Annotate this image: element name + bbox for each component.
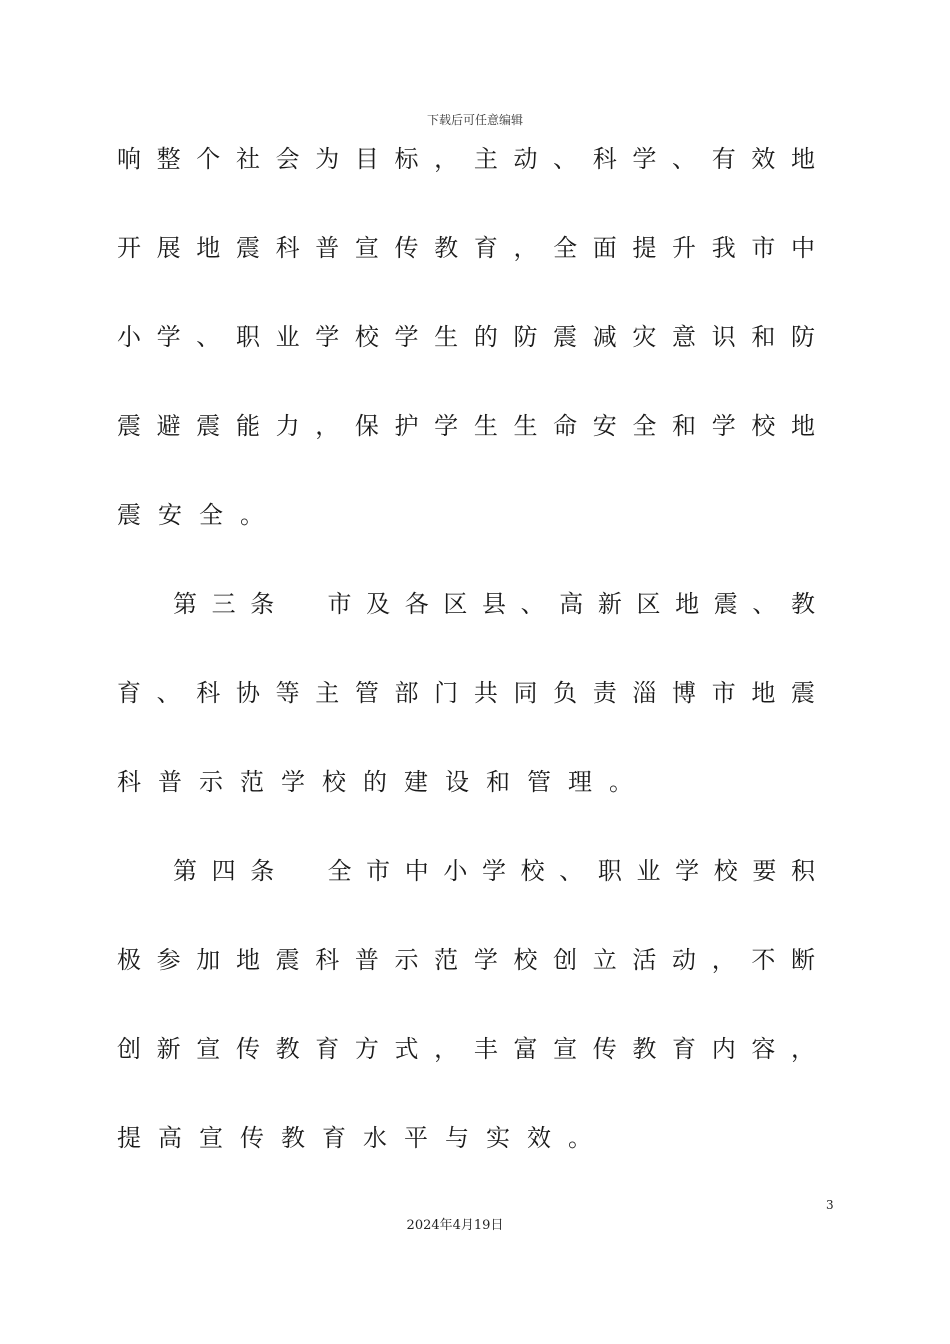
body-line: 小学、职业学校学生的防震减灾意识和防 <box>117 323 817 351</box>
body-line: 响整个社会为目标，主动、科学、有效地 <box>117 145 817 173</box>
article-three-heading-line: 第三条 市及各区县、高新区地震、教 <box>173 590 817 618</box>
footer-date: 2024年4月19日 <box>406 1218 504 1233</box>
body-line: 创新宣传教育方式，丰富宣传教育内容， <box>117 1035 817 1063</box>
body-line: 育、科协等主管部门共同负责淄博市地震 <box>117 679 817 707</box>
body-text <box>117 128 817 1196</box>
body-line: 震安全。 <box>117 501 281 529</box>
body-line: 震避震能力，保护学生生命安全和学校地 <box>117 412 817 440</box>
page-number: 3 <box>826 1198 834 1212</box>
body-line: 提高宣传教育水平与实效。 <box>117 1124 609 1152</box>
body-line: 开展地震科普宣传教育，全面提升我市中 <box>117 234 817 262</box>
body-line: 科普示范学校的建设和管理。 <box>117 768 650 796</box>
article-four-heading-line: 第四条 全市中小学校、职业学校要积 <box>173 857 817 885</box>
body-line: 极参加地震科普示范学校创立活动，不断 <box>117 946 817 974</box>
header-note: 下载后可任意编辑 <box>426 113 523 127</box>
